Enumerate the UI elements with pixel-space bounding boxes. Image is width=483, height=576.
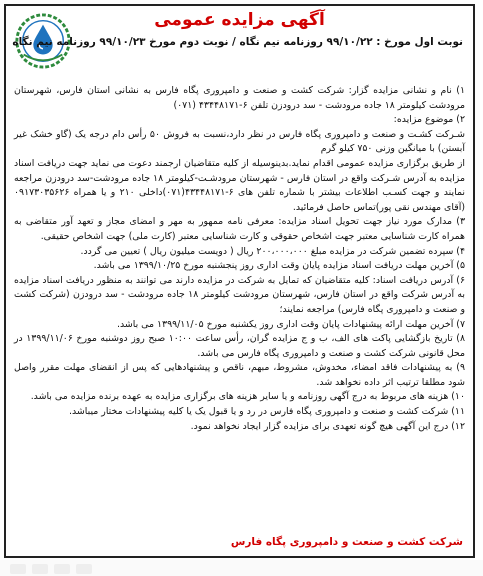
clause: ۵) آخرین مهلت دریافت اسناد مزایده پایان وقت اداری روز پنجشنبه مورخ ۱۳۹۹/۱۰/۲۵ می باشد. xyxy=(93,260,465,272)
thumbnail-icon xyxy=(76,564,92,574)
notice-body xyxy=(14,84,465,434)
clause: ۱۲) درج این آگهی هیچ گونه تعهدی برای مزایده گزار ایجاد نخواهد نمود. xyxy=(190,420,465,432)
clause: ۱) نام و نشانی مزایده گزار: شرکت کشت و صنعت و دامپروری پگاه فارس به نشانی استان فارس، شهرستان مرودشت کیلومتر ۱۸ جاده مرودشت - سد درودزن تلفن ۶-۴۳۴۴۸۱۷۱ (۰۷۱) xyxy=(14,85,465,111)
clause: ۸) تاریخ بازگشایی پاکت های الف، ب و ج مزایده گران، رأس ساعت ۱۰:۰۰ صبح روز دوشنبه مورخ ۱۳۹۹/۱۱/۰۶ در محل قانونی شرکت کشت و صنعت و دامپروری پگاه فارس می باشد. xyxy=(14,333,466,359)
thumbnail-icon xyxy=(32,564,48,574)
thumbnail-icon xyxy=(10,564,26,574)
notice-header xyxy=(6,6,473,64)
clause: ۱۰) هزینه های مربوط به درج آگهی روزنامه و یا سایر هزینه های برگزاری مزایده به عهده برنده مزایده می باشد. xyxy=(30,391,465,403)
clause: از طریق برگزاری مزایده عمومی اقدام نماید.بدینوسیله از کلیه متقاضیان ارجمند دعوت می نماید جهت دریافت اسناد مزایده به آدرس شـرکت واقع در استان فارس - شهرستان مرودشـت-کیلومتر ۱۸ جاده مرودشت-سد درودزن مراجعه نمایند و جهت کسـب اطلاعات بیشتر با شماره تلفن های ۶-۴۳۴۴۸۱۷۱(۰۷۱)داخلی ۲۱۰ و یا همراه ۰۹۱۷۳۰۳۵۶۲۶ (آقای مهندس نقی پور)تماس حاصل فرمائید. xyxy=(14,157,465,213)
company-signature: شرکت کشت و صنعت و دامپروری پگاه فارس xyxy=(230,536,463,548)
thumbnail-icon xyxy=(54,564,70,574)
clause: ۹) به پیشنهادات فاقد امضاء، مخدوش، مشروط، مبهم، ناقص و پیشنهادهایی که پس از انقضای مهلت مقرر واصل شود مطلقا ترتیب اثر داده نخواهد شد. xyxy=(14,362,465,388)
notice-frame xyxy=(4,4,475,558)
clause: ۱۱) شرکت کشت و صنعت و دامپروری پگاه فارس در رد و یا قبول یک یا کلیه پیشنهادات مختار میباشد. xyxy=(69,406,465,418)
clause: ۳) مدارک مورد نیاز جهت تحویل اسناد مزایده: معرفی نامه ممهور به مهر و امضای مجاز و تعهد آور متقاضی به همراه کارت شناسایی معتبر جهت اشخاص حقوقی و کارت شناسایی معتبر (کارت ملی) جهت اشخاص حقیقی. xyxy=(14,216,465,242)
clause: ۶) آدرس دریافت اسناد: کلیه متقاضیان که تمایل به شرکت در مزایده دارند می توانند به منظور دریافت اسناد مزایده به آدرس شرکت واقع در استان فارس، شهرستان مرودشت کیلومتر ۱۸ جاده مرودشت - سد درودزن (شرکت کشت و صنعت و دامپروری پگاه فارس) مراجعه نمایند؛ xyxy=(14,274,465,315)
clause: ۴) سپرده تضمین شرکت در مزایده مبلغ ۲۰۰،۰۰۰،۰۰۰ ریال ( دویست میلیون ریال ) تعیین می گردد. xyxy=(80,245,465,257)
notice-title: آگهی مزایده عمومی xyxy=(154,10,325,30)
clause: ۲) موضوع مزایده: xyxy=(393,114,465,126)
clause: ۷) آخرین مهلت ارائه پیشنهادات پایان وقت اداری روز یکشنبه مورخ ۱۳۹۹/۱۱/۰۵ می باشد. xyxy=(116,318,465,330)
page-bottom-strip xyxy=(0,560,483,576)
publication-dates: نوبت اول مورخ : ۹۹/۱۰/۲۲ روزنامه نیم نگاه / نوبت دوم مورخ ۹۹/۱۰/۲۳ روزنامه نیم نگاه xyxy=(12,36,463,48)
clause: شـرکت کشـت و صنعت و دامپروری پگاه فارس در نظر دارد،نسبت به فروش ۵۰ رأس دام درجه یک (گاو خشک غیر آبستن) با میانگین وزنی ۷۵۰ کیلو گرم xyxy=(14,128,465,155)
